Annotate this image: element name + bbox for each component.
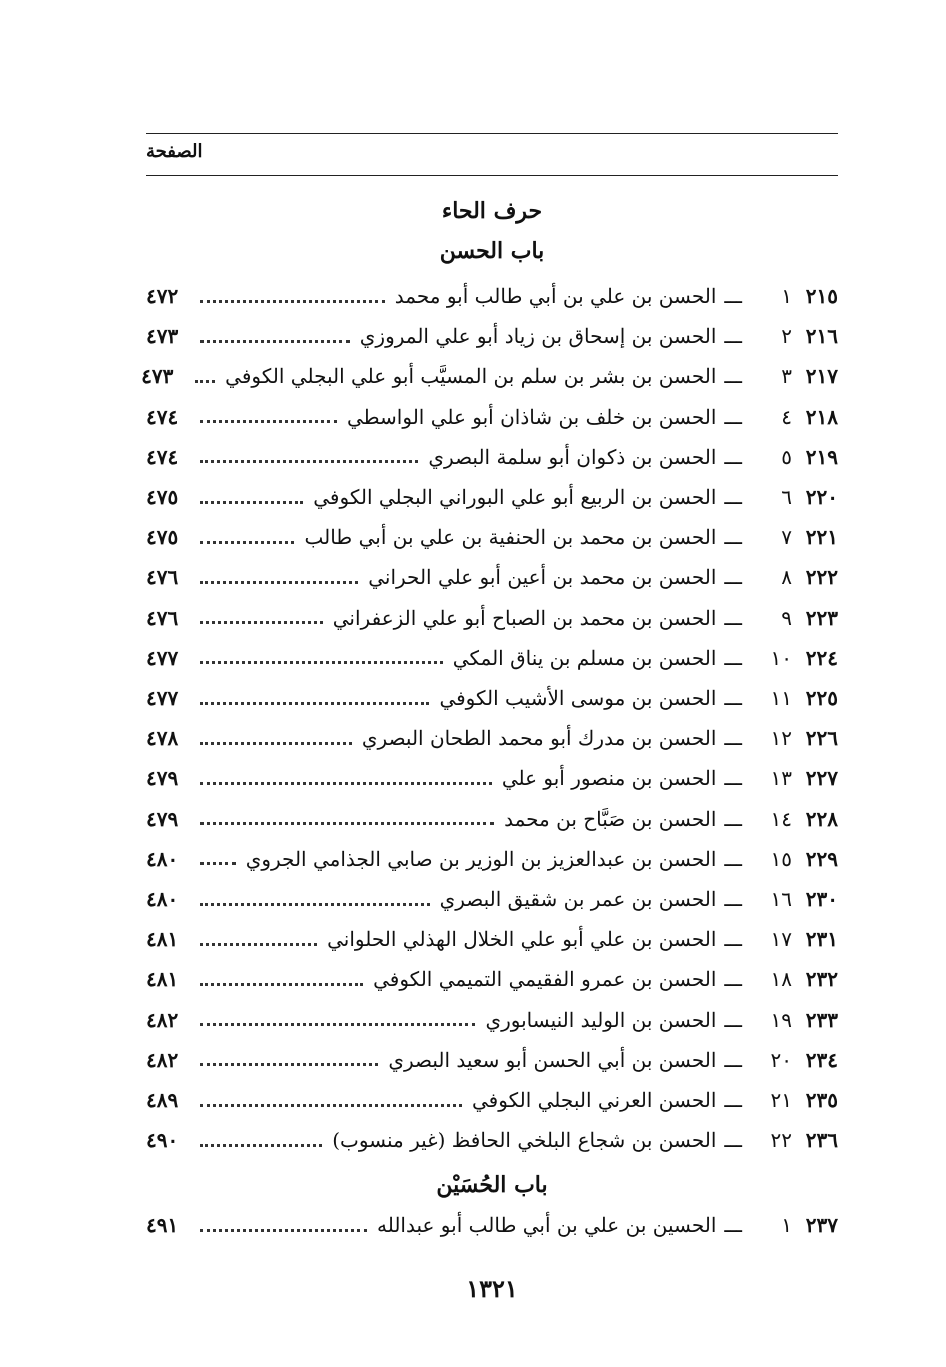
dash-separator: ـــ xyxy=(724,485,742,509)
page-reference: ٤٨١ xyxy=(146,927,179,952)
page-reference: ٤٨٢ xyxy=(146,1007,179,1032)
page-reference: ٤٨٠ xyxy=(146,846,179,871)
dash-separator: ـــ xyxy=(724,846,742,871)
entry-name: الحسن بن بشر بن سلم بن المسيَّب أبو علي البجلي الكوفي xyxy=(225,364,717,389)
entry-number: ٢٢١ xyxy=(805,525,838,550)
dash-separator: ـــ xyxy=(724,766,742,791)
dot-leader xyxy=(200,300,385,303)
entry-name: الحسن بن عمر بن شقيق البصري xyxy=(439,887,717,911)
dot-leader xyxy=(200,862,236,865)
local-number: ١٥ xyxy=(770,846,792,871)
dash-separator: ـــ xyxy=(724,284,742,308)
toc-entry xyxy=(146,600,838,636)
entry-number: ٢٣٦ xyxy=(805,1128,838,1153)
dot-leader xyxy=(200,1023,475,1026)
header-bottom-rule xyxy=(146,175,838,176)
dot-leader xyxy=(195,380,215,383)
dot-leader xyxy=(200,1144,322,1147)
toc-entry xyxy=(146,439,838,475)
entry-number: ٢١٦ xyxy=(805,324,838,349)
entry-number: ٢٢٥ xyxy=(805,686,838,710)
dash-separator: ـــ xyxy=(724,1007,742,1032)
dot-leader xyxy=(200,782,492,785)
entry-number: ٢٢٦ xyxy=(805,726,838,751)
dot-leader xyxy=(200,541,294,544)
toc-entry xyxy=(146,961,838,997)
toc-entry xyxy=(146,1122,838,1158)
dash-separator: ـــ xyxy=(724,525,742,550)
page-column-label: الصفحة xyxy=(146,141,203,162)
page-reference: ٤٨١ xyxy=(146,967,179,992)
page-reference: ٤٧٣ xyxy=(146,324,179,349)
page-reference: ٤٧٩ xyxy=(146,766,179,791)
entry-number: ٢٣٤ xyxy=(805,1047,838,1072)
page-reference: ٤٨٢ xyxy=(146,1047,179,1072)
dot-leader xyxy=(200,1229,367,1232)
local-number: ١٠ xyxy=(770,645,792,670)
toc-entry xyxy=(146,680,838,716)
entry-number: ٢٣٥ xyxy=(805,1088,838,1112)
dash-separator: ـــ xyxy=(724,927,742,952)
dot-leader xyxy=(200,460,418,463)
entry-name: الحسن بن موسى الأشيب الكوفي xyxy=(439,686,717,710)
entry-number: ٢٢٣ xyxy=(805,605,838,630)
entry-number: ٢١٨ xyxy=(805,404,838,429)
dot-leader xyxy=(200,903,430,906)
local-number: ٤ xyxy=(781,404,792,429)
page-reference: ٤٨٠ xyxy=(146,887,179,911)
local-number: ٩ xyxy=(781,605,792,630)
local-number: ٢٠ xyxy=(770,1047,792,1072)
entry-name: الحسن العرني البجلي الكوفي xyxy=(472,1088,717,1112)
dot-leader xyxy=(200,983,363,986)
entry-number: ٢١٧ xyxy=(805,364,838,389)
section-heading: حرف الحاء xyxy=(441,198,543,224)
dash-separator: ـــ xyxy=(724,806,742,831)
dash-separator: ـــ xyxy=(724,967,742,992)
local-number: ١٢ xyxy=(770,726,792,751)
dot-leader xyxy=(200,822,494,825)
toc-entry xyxy=(146,921,838,957)
toc-entry xyxy=(146,760,838,796)
dash-separator: ـــ xyxy=(724,324,742,349)
dash-separator: ـــ xyxy=(724,444,742,469)
toc-entry xyxy=(146,841,838,877)
entry-name: الحسين بن علي بن أبي طالب أبو عبدالله xyxy=(376,1213,717,1237)
dot-leader xyxy=(200,661,443,664)
dash-separator: ـــ xyxy=(724,726,742,751)
toc-entry xyxy=(141,358,838,394)
local-number: ٢٢ xyxy=(770,1128,792,1153)
local-number: ٢١ xyxy=(770,1088,792,1112)
entry-number: ٢١٥ xyxy=(805,284,838,308)
page-reference: ٤٧٦ xyxy=(146,605,179,630)
entry-number: ٢٣٠ xyxy=(805,887,838,911)
toc-entry xyxy=(146,881,838,917)
local-number: ٨ xyxy=(781,565,792,590)
local-number: ٥ xyxy=(781,444,792,469)
entry-number: ٢٣٣ xyxy=(805,1007,838,1032)
dot-leader xyxy=(200,1063,378,1066)
entry-name: الحسن بن علي بن أبي طالب أبو محمد xyxy=(394,284,717,308)
toc-entry xyxy=(146,801,838,837)
dash-separator: ـــ xyxy=(724,565,742,590)
page-reference: ٤٧٤ xyxy=(146,404,179,429)
entry-name: الحسن بن إسحاق بن زياد أبو علي المروزي xyxy=(359,324,717,349)
chapter-heading: باب الحسن xyxy=(439,238,545,264)
entry-name: الحسن بن عبدالعزيز بن الوزير بن صابي الجذامي الجروي xyxy=(245,846,717,871)
dash-separator: ـــ xyxy=(724,686,742,710)
dot-leader xyxy=(200,742,352,745)
entry-name: الحسن بن شجاع البلخي الحافظ (غير منسوب) xyxy=(332,1128,717,1153)
toc-entry xyxy=(146,1082,838,1118)
local-number: ١ xyxy=(781,284,792,308)
page-reference: ٤٧٥ xyxy=(146,485,179,509)
entry-number: ٢٣٢ xyxy=(805,967,838,992)
entry-name: الحسن بن خلف بن شاذان أبو علي الواسطي xyxy=(346,404,717,429)
page-reference: ٤٧٣ xyxy=(141,364,174,389)
dot-leader xyxy=(200,1104,462,1107)
entry-number: ٢٢٢ xyxy=(805,565,838,590)
dash-separator: ـــ xyxy=(724,1047,742,1072)
toc-entry xyxy=(146,519,838,555)
dash-separator: ـــ xyxy=(724,1088,742,1112)
page-reference: ٤٧٧ xyxy=(146,686,179,710)
toc-entry xyxy=(146,1207,838,1243)
entry-number: ٢٢٧ xyxy=(805,766,838,791)
dot-leader xyxy=(200,501,303,504)
local-number: ١ xyxy=(781,1213,792,1237)
local-number: ٢ xyxy=(781,324,792,349)
toc-entry xyxy=(146,640,838,676)
entry-name: الحسن بن صَبَّاح بن محمد xyxy=(504,806,717,831)
local-number: ٣ xyxy=(781,364,792,389)
local-number: ٦ xyxy=(781,485,792,509)
toc-entry xyxy=(146,720,838,756)
page-reference: ٤٧٨ xyxy=(146,726,179,751)
local-number: ١٦ xyxy=(770,887,792,911)
local-number: ١٨ xyxy=(770,967,792,992)
toc-entry xyxy=(146,1002,838,1038)
entry-number: ٢٣١ xyxy=(805,927,838,952)
dot-leader xyxy=(200,340,350,343)
toc-entry xyxy=(146,278,838,314)
entry-number: ٢١٩ xyxy=(805,444,838,469)
page-reference: ٤٩١ xyxy=(146,1213,179,1237)
dash-separator: ـــ xyxy=(724,1128,742,1153)
entry-name: الحسن بن ذكوان أبو سلمة البصري xyxy=(428,444,717,469)
entry-number: ٢٢٨ xyxy=(805,806,838,831)
page-reference: ٤٧٥ xyxy=(146,525,179,550)
page-reference: ٤٧٧ xyxy=(146,645,179,670)
dot-leader xyxy=(200,702,429,705)
toc-entry xyxy=(146,318,838,354)
chapter-heading: باب الحُسَيْن xyxy=(436,1172,548,1198)
dash-separator: ـــ xyxy=(724,605,742,630)
entry-name: الحسن بن محمد بن الحنفية بن علي بن أبي طالب xyxy=(304,525,717,550)
local-number: ٧ xyxy=(781,525,792,550)
dash-separator: ـــ xyxy=(724,887,742,911)
toc-entry xyxy=(146,559,838,595)
entry-name: الحسن بن علي أبو علي الخلال الهذلي الحلواني xyxy=(327,927,717,952)
entry-name: الحسن بن مدرك أبو محمد الطحان البصري xyxy=(361,726,717,751)
entry-number: ٢٢٤ xyxy=(805,645,838,670)
entry-name: الحسن بن محمد بن الصباح أبو علي الزعفراني xyxy=(332,605,717,630)
dot-leader xyxy=(200,420,337,423)
entry-number: ٢٣٧ xyxy=(805,1213,838,1237)
dot-leader xyxy=(200,621,323,624)
dash-separator: ـــ xyxy=(724,645,742,670)
local-number: ١٣ xyxy=(770,766,792,791)
page-reference: ٤٧٢ xyxy=(146,284,179,308)
page-number: ١٣٢١ xyxy=(466,1274,518,1303)
local-number: ١٤ xyxy=(770,806,792,831)
local-number: ١٧ xyxy=(770,927,792,952)
entry-name: الحسن بن منصور أبو علي xyxy=(501,766,717,791)
toc-entry xyxy=(146,1042,838,1078)
page-reference: ٤٧٦ xyxy=(146,565,179,590)
entry-name: الحسن بن محمد بن أعين أبو علي الحراني xyxy=(368,565,717,590)
dash-separator: ـــ xyxy=(724,404,742,429)
page-reference: ٤٩٠ xyxy=(146,1128,179,1153)
entry-name: الحسن بن مسلم بن يناق المكي xyxy=(452,645,717,670)
local-number: ١١ xyxy=(770,686,792,710)
entry-name: الحسن بن الربيع أبو علي البوراني البجلي الكوفي xyxy=(313,485,717,509)
entry-number: ٢٢٩ xyxy=(805,846,838,871)
dash-separator: ـــ xyxy=(724,364,742,389)
entry-name: الحسن بن الوليد النيسابوري xyxy=(485,1007,717,1032)
page-reference: ٤٨٩ xyxy=(146,1088,179,1112)
page-reference: ٤٧٩ xyxy=(146,806,179,831)
dot-leader xyxy=(200,943,317,946)
dot-leader xyxy=(200,581,358,584)
toc-entry xyxy=(146,479,838,515)
entry-name: الحسن بن عمرو الفقيمي التميمي الكوفي xyxy=(373,967,717,992)
top-rule xyxy=(146,133,838,134)
entry-number: ٢٢٠ xyxy=(805,485,838,509)
dash-separator: ـــ xyxy=(724,1213,742,1237)
toc-entry xyxy=(146,399,838,435)
page-reference: ٤٧٤ xyxy=(146,444,179,469)
local-number: ١٩ xyxy=(770,1007,792,1032)
entry-name: الحسن بن أبي الحسن أبو سعيد البصري xyxy=(388,1047,717,1072)
